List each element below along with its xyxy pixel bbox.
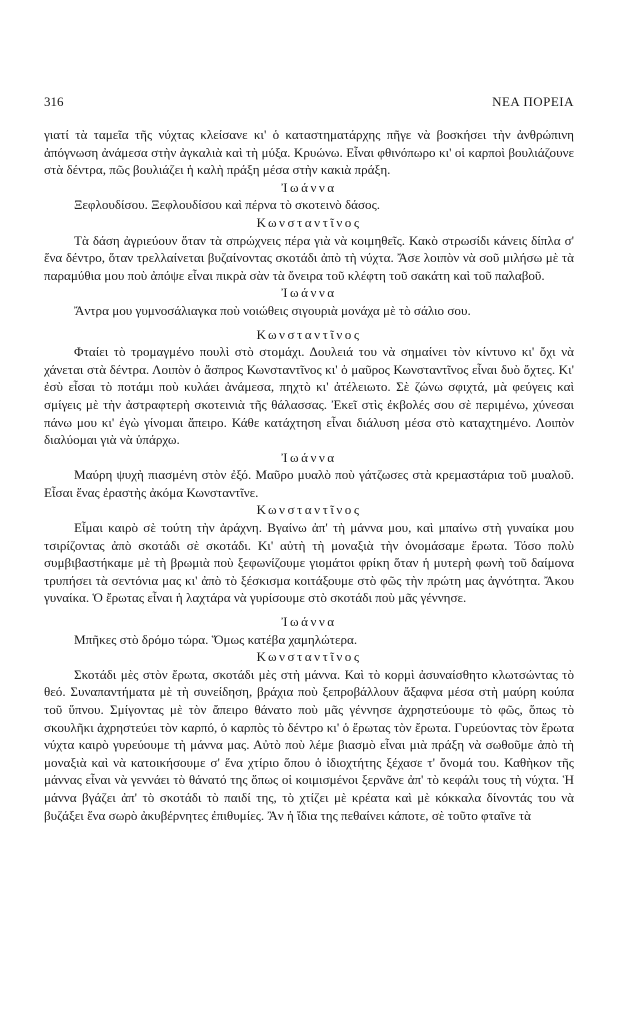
dialogue-paragraph: Ξεφλουδίσου. Ξεφλουδίσου καὶ πέρνα τὸ σκοτεινὸ δάσος. <box>74 197 381 213</box>
dialogue-paragraph: γιατί τὰ ταμεῖα τῆς νύχτας κλείσανε κι' ὁ καταστηματάρχης πῆγε νὰ βοσκήσει τὴν ἀνθρώπινη ἀπόγνωση ἀνάμεσα στὴν ἀγκαλιὰ καὶ τὴ μύξα. Κρυώνω. Εἶναι φθινόπωρο κι' οἱ καρποὶ βουλιάζουνε στὰ δέντρα, πῶς βουλιάζει ἡ καλὴ πράξη μέσα στὴν κακιὰ πράξη. <box>44 127 574 178</box>
speaker-name: Ἰωάννα <box>281 449 337 465</box>
speaker-name: Κωνσταντῖνος <box>256 214 362 230</box>
page-number: 316 <box>44 94 64 109</box>
play-text <box>44 126 574 824</box>
dialogue-paragraph: Μπῆκες στὸ δρόμο τώρα. Ὅμως κατέβα χαμηλώτερα. <box>74 631 358 647</box>
speaker-name: Ἰωάννα <box>281 179 337 195</box>
dialogue-paragraph: Φταίει τὸ τρομαγμένο πουλὶ στὸ στομάχι. Δουλειά του νὰ σημαίνει τὸν κίντυνο κι' ὄχι νὰ χάνεται στὰ δέντρα. Λοιπὸν ὁ ἄσπρος Κωνσταντῖνος κι' ὁ μαῦρος Κωνσταντῖνος εἶναι δυὸ ὄχτες. Κι' ἐσὺ εἶσαι τὸ ποτάμι ποὺ κυλάει ἀνάμεσα, πηχτὸ κι' ἀτέλειωτο. Σὲ ζώνω σφιχτά, μὰ φεύγεις καὶ σμίγεις μὲ τὴν ἀστραφτερὴ σκοτεινιὰ τῆς θάλασσας. Ἐκεῖ στὶς ἐκβολές σου σὲ περιμένω, χύνεσαι πάνω μου κι' ἐγὼ γίνομαι ἄπειρο. Κάθε κατάχτηση εἶναι διάλυση μέσα στὸ καταχτημένο. Λοιπὸν διαλύομαι γιὰ νὰ ὑπάρχω. <box>44 344 574 448</box>
speaker-name: Κωνσταντῖνος <box>256 649 362 665</box>
dialogue-paragraph: Τὰ δάση ἀγριεύουν ὅταν τὰ σπρώχνεις πέρα γιὰ νὰ κοιμηθεῖς. Κακὸ στρωσίδι κάνεις δίπλα σ' ἕνα δέντρο, ὅταν τρελλαίνεται βυζαίνοντας σκοτάδι ἀπὸ τὴ νύχτα. Ἄσε λοιπὸν νὰ σοῦ μιλήσω μὲ τὰ παραμύθια μου ποὺ ἀπόψε εἶναι πικρὰ σὰν τὰ ὄνειρα τοῦ κλέφτη τοῦ σακάτη καὶ τοῦ παλαβοῦ. <box>44 232 574 283</box>
dialogue-paragraph: Εἶμαι καιρὸ σὲ τούτη τὴν ἀράχνη. Βγαίνω ἀπ' τὴ μάννα μου, καὶ μπαίνω στὴ γυναίκα μου τσιρίζοντας ἀπὸ σκοτάδι σὲ σκοτάδι. Κι' αὐτὴ τὴ μοναξιὰ τὴν ὀνομάσαμε ἔρωτα. Τόσο πολὺ συμβιβαστήκαμε μὲ τὴ βρωμιὰ ποὺ ξεφωνίζουμε γιομάτοι φρίκη ὅταν ἡ μυτερὴ φωνὴ τοῦ δαίμονα τρυπήσει τὰ σεντόνια μας κι' ἀπὸ τὸ ξέσκισμα κοιτάξουμε στὸ φῶς τὴν πρώτη μας ἀγνότητα. Ἄκου γυναίκα. Ὁ ἔρωτας εἶναι ἡ λαχτάρα νὰ γυρίσουμε στὸ σκοτάδι ποὺ μᾶς γέννησε. <box>44 520 574 606</box>
running-head <box>44 94 574 112</box>
speaker-name: Ἰωάννα <box>281 285 337 301</box>
speaker-name: Κωνσταντῖνος <box>256 502 362 518</box>
dialogue-paragraph: Ἄντρα μου γυμνοσάλιαγκα ποὺ νοιώθεις σιγουριὰ μονάχα μὲ τὸ σάλιο σου. <box>74 302 471 318</box>
book-page <box>44 0 574 1024</box>
dialogue-paragraph: Μαύρη ψυχὴ πιασμένη στὸν ἐξό. Μαῦρο μυαλὸ ποὺ γάτζωσες στὰ κρεμαστάρια τοῦ μυαλοῦ. Εἶσαι ἕνας ἐραστὴς ἀκόμα Κωνσταντῖνε. <box>44 467 574 500</box>
dialogue-paragraph: Σκοτάδι μὲς στὸν ἔρωτα, σκοτάδι μὲς στὴ μάννα. Καὶ τὸ κορμὶ ἀσυναίσθητο κλωτσώντας τὸ θεό. Συναπαντήματα μὲ τὴ συνείδηση, βράχια ποὺ ξεπροβάλλουν ἄξαφνα μέσα στὴ μαύρη κούπα τοῦ ὕπνου. Σμίγοντας μὲ τὸν ἄπειρο θάνατο ποὺ μᾶς γέννησε ἀχρηστεύουμε τὸ φῶς, ὅπως τὸ σκουλῆκι ἀχρηστεύει τὸν καρπό, ὁ καρπὸς τὸ δέντρο κι' ὁ ἔρωτας τὸν ἔρωτα. Γυρεύοντας τὸν ἔρωτα νύχτα καιρὸ γυρεύουμε τὴ μάννα μας. Αὐτὸ ποὺ λέμε βιασμὸ εἶναι μιὰ πράξη νὰ σωθοῦμε ἀπὸ τὴ μοναξιὰ καὶ νὰ κατοικήσουμε σ' ἕνα χτίριο ὅπου ὁ ἰδιοχτήτης ξέχασε τ' ὄνομά του. Καθὴκον τῆς μάννας εἶναι νὰ γεννάει τὸ θάνατό της ὅπως οἱ κοιμισμένοι ξερνᾶνε ἀπ' τὸ κεφάλι τους τὴ νύχτα. Ἡ μάννα βγάζει ἀπ' τὸ σκοτάδι τὸ παιδί της, τὸ χτίζει μὲ κρέατα καὶ μὲ κόκκαλα δίνοντάς του νὰ βυζάξει ἕνα σωρὸ ἀκυβέρνητες ἐπιθυμίες. Ἂν ἡ ἴδια της πεθαίνει κάποτε, σὲ τοῦτο φταῖνε τὰ <box>44 666 574 823</box>
journal-title: ΝΕΑ ΠΟΡΕΙΑ <box>492 94 574 109</box>
speaker-name: Κωνσταντῖνος <box>256 326 362 342</box>
speaker-name: Ἰωάννα <box>281 614 337 630</box>
